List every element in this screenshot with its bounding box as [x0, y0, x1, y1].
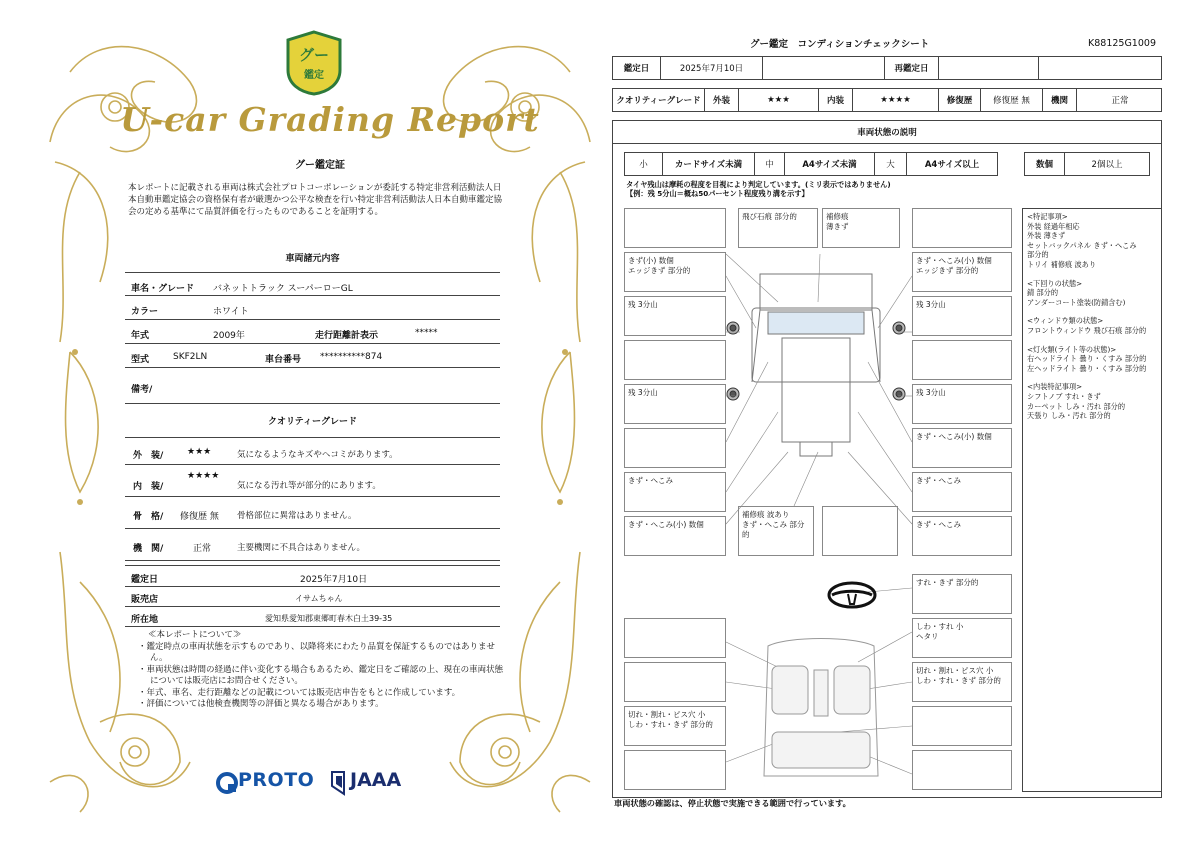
tire-note: タイヤ残山は摩耗の程度を目視により判定しています。(ミリ表示ではありません) [626, 180, 891, 189]
note-box [912, 340, 1012, 380]
special-notes-panel [1022, 208, 1162, 792]
row-frame: 骨 格/ 修復歴 無 骨格部位に異常はありません。 [125, 497, 500, 529]
special-note-item: トリイ 補修痕 波あり [1027, 259, 1097, 269]
special-note-item: 左ヘッドライト 曇り・くすみ 部分的 [1027, 363, 1147, 373]
row-model: 型式 SKF2LN 車台番号 **********874 [125, 344, 500, 368]
script-title: U-car Grading Report [120, 100, 540, 139]
goo-kantei-badge [284, 30, 344, 96]
jaaa-logo-icon [328, 770, 348, 796]
note-left-1: きず(小) 数個 エッジきず 部分的 [624, 252, 726, 292]
sheet-id: K88125G1009 [1088, 38, 1156, 49]
row-interior: 内 装/ ★★★★ 気になる汚れ等が部分的にあります。 [125, 465, 500, 497]
special-note-item: <特記事項> [1027, 212, 1068, 221]
note-bottom-left: きず・へこみ(小) 数個 [624, 516, 726, 556]
certificate-title: グー鑑定証 [295, 160, 345, 171]
row-name: 車名・グレード バネットトラック スーパーローGL [125, 272, 500, 296]
special-note-item: アンダーコート塗装(防錆含む) [1027, 297, 1126, 307]
tire-example: 【例：残 5分山＝概ね50パーセント程度残り溝を示す】 [626, 189, 809, 198]
special-note-item: <内装特記事項> [1027, 382, 1083, 392]
svg-text:鑑定: 鑑定 [304, 70, 324, 81]
note-int-r1: すれ・きず 部分的 [912, 574, 1012, 614]
note-int-r2: しわ・すれ 小 ヘタリ [912, 618, 1012, 658]
special-note-item: <灯火類(ライト等の状態)> [1027, 344, 1117, 354]
note-box [912, 706, 1012, 746]
note-left-4: 残 3分山 [624, 384, 726, 424]
special-note-item: 錆 部分的 [1027, 288, 1059, 298]
note-right-5: きず・へこみ(小) 数個 [912, 428, 1012, 468]
certificate-statement: 本レポートに記載される車両は株式会社プロトコーポレーションが委託する特定非営利活動法人日本自動車鑑定協会の資格保有者が厳選かつ公平な検査を行い特定非営利活動法人日本自動車鑑定協会の定める基準にて品質評価を行ったものであることを証明する。 [128, 183, 503, 217]
note-bottom-right: きず・へこみ [912, 516, 1012, 556]
proto-logo: PROTO [238, 769, 315, 791]
row-exterior: 外 装/ ★★★ 気になるようなキズやヘコミがあります。 [125, 437, 500, 465]
note-box [822, 506, 898, 556]
proto-logo-icon [216, 772, 238, 794]
sheet-title: グー鑑定 コンディションチェックシート [750, 39, 930, 50]
interior-stars: ★★★★ [187, 471, 220, 481]
note-box [624, 750, 726, 790]
note-top-mid: 飛び石痕 部分的 [738, 208, 818, 248]
note-left-6: きず・へこみ [624, 472, 726, 512]
special-note-item: セットバックパネル きず・へこみ [1027, 240, 1137, 250]
note-int-r3: 切れ・割れ・ピス穴 小 しわ・すれ・きず 部分的 [912, 662, 1012, 702]
int-stars: ★★★★ [853, 89, 939, 111]
note-right-2: 残 3分山 [912, 296, 1012, 336]
note-right-4: 残 3分山 [912, 384, 1012, 424]
note-left-2: 残 3分山 [624, 296, 726, 336]
list-spacer [1027, 270, 1157, 279]
spec-header: 車両諸元内容 [285, 254, 340, 264]
exterior-stars: ★★★ [187, 447, 212, 457]
note-bottom-mid: 補修痕 波あり きず・へこみ 部分的 [738, 506, 814, 556]
grading-certificate [40, 22, 600, 822]
note-right-6: きず・へこみ [912, 472, 1012, 512]
row-year: 年式 2009年 走行距離計表示 ***** [125, 320, 500, 344]
list-spacer [1027, 336, 1157, 345]
special-note-item: 部分的 [1027, 250, 1049, 260]
quality-row: クオリティーグレード 外装 ★★★ 内装 ★★★★ 修復歴 修復歴 無 機関 正常 [612, 88, 1162, 112]
row-color: カラー ホワイト [125, 296, 500, 320]
special-note-item: <ウィンドウ類の状態> [1027, 316, 1104, 326]
note-top-right: 補修痕 薄きず [822, 208, 900, 248]
note-right-1: きず・へこみ(小) 数個 エッジきず 部分的 [912, 252, 1012, 292]
count-legend: 数個 2個以上 [1024, 152, 1150, 176]
note-box [912, 750, 1012, 790]
size-legend: 小 カードサイズ未満 中 A4サイズ未満 大 A4サイズ以上 [624, 152, 998, 176]
note-box [912, 208, 1012, 248]
note-box [624, 662, 726, 702]
special-note-item: 右ヘッドライト 曇り・くすみ 部分的 [1027, 354, 1147, 364]
report-notes: ≪本レポートについて≫ ・鑑定時点の車両状態を示すものであり、以降将来にわたり品質を保証するものではありません。 ・車両状態は時間の経過に伴い変化する場合もあるため、鑑定日をご確認の上、現在の車両状態については販売店にお問合せください。 ・年式、車名、走行距離などの記載については販売店申告をもとに作成しています。 ・評価については他検査機関等の評価と異なる場合があります。 [138, 630, 504, 709]
note-box [624, 428, 726, 468]
note-box [624, 208, 726, 248]
row-remarks: 備考/ [125, 374, 500, 404]
special-note-item: カーペット しみ・汚れ 部分的 [1027, 401, 1126, 411]
special-note-item: フロントウィンドウ 飛び石痕 部分的 [1027, 325, 1147, 335]
note-box [624, 618, 726, 658]
steering-wheel-icon [826, 580, 878, 610]
condition-check-sheet [608, 32, 1168, 822]
condition-header: 車両状態の説明 [612, 120, 1162, 144]
special-note-item: 天張り しみ・汚れ 部分的 [1027, 411, 1111, 421]
quality-header: クオリティーグレード [267, 417, 358, 427]
row-address: 所在地 愛知県愛知郡東郷町春木白土39-35 [125, 607, 500, 627]
special-note-item: シフトノブ すれ・きず [1027, 391, 1101, 401]
row-engine: 機 関/ 正常 主要機関に不具合はありません。 [125, 529, 500, 561]
svg-text:グー: グー [298, 46, 330, 64]
special-note-item: 外装 薄きず [1027, 231, 1066, 241]
jaaa-logo: JAAA [350, 769, 402, 791]
ext-stars: ★★★ [739, 89, 819, 111]
footer-note: 車両状態の確認は、停止状態で実施できる範囲で行っています。 [614, 798, 851, 808]
row-date: 鑑定日 2025年7月10日 [125, 565, 500, 587]
list-spacer [1027, 307, 1157, 316]
list-spacer [1027, 373, 1157, 382]
date-row: 鑑定日 2025年7月10日 再鑑定日 [612, 56, 1162, 80]
special-note-item: 外装 経過年相応 [1027, 221, 1080, 231]
row-dealer: 販売店 イサムちゃん [125, 587, 500, 607]
note-box [624, 340, 726, 380]
special-note-item: <下回りの状態> [1027, 278, 1083, 288]
interior-diagram [758, 636, 884, 782]
note-int-l4: 切れ・割れ・ピス穴 小 しわ・すれ・きず 部分的 [624, 706, 726, 746]
